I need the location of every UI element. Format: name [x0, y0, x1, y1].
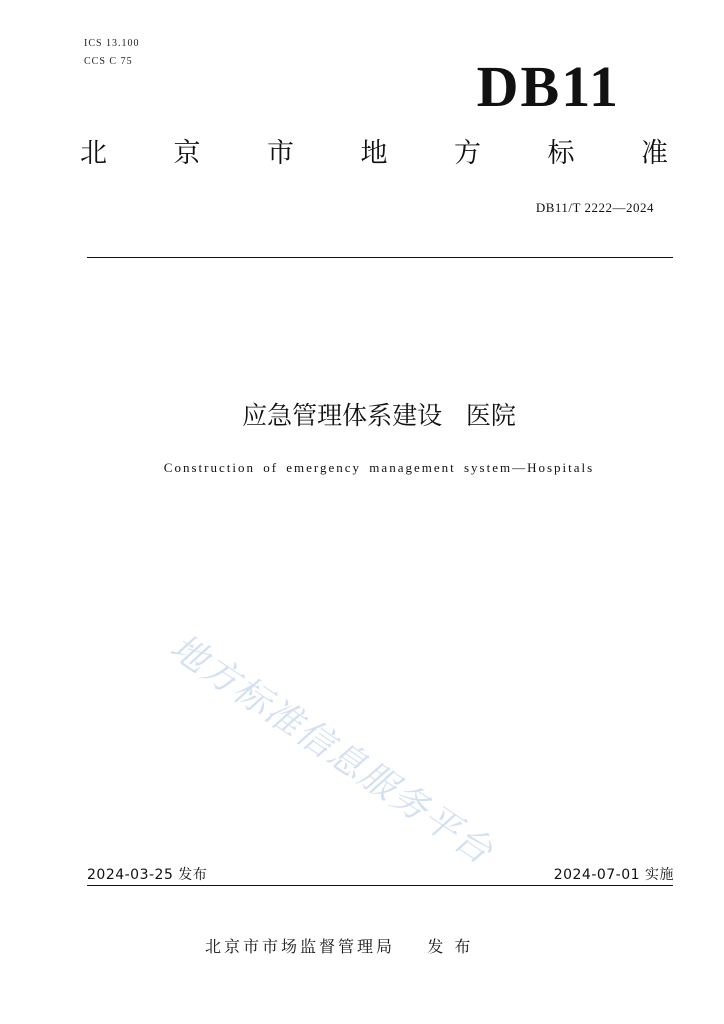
standard-type-heading	[80, 138, 668, 170]
standard-type-char: 地	[360, 138, 388, 169]
watermark-text: 地方标准信息服务平台	[162, 626, 501, 874]
ccs-code: CCS C 75	[84, 56, 133, 67]
standard-type-char: 标	[547, 138, 575, 169]
standard-type-char: 准	[641, 138, 668, 169]
standard-type-char: 方	[454, 138, 481, 169]
standard-type-char: 京	[173, 138, 201, 169]
title-english: Construction of emergency management system—Hospitals	[163, 460, 595, 475]
footer-divider	[87, 885, 673, 886]
title-chinese: 应急管理体系建设 医院	[242, 401, 516, 430]
implementation-date: 2024-07-01 实施	[553, 867, 674, 883]
publisher: 北京市市场监督管理局 发 布	[205, 937, 474, 956]
issue-date: 2024-03-25 发布	[87, 867, 208, 883]
ics-code: ICS 13.100	[84, 38, 140, 49]
db11-logo: DB11	[476, 54, 620, 119]
standard-type-char: 北	[80, 138, 107, 169]
header-divider	[87, 257, 673, 258]
standard-number: DB11/T 2222—2024	[535, 200, 654, 215]
standard-type-char: 市	[267, 138, 294, 169]
